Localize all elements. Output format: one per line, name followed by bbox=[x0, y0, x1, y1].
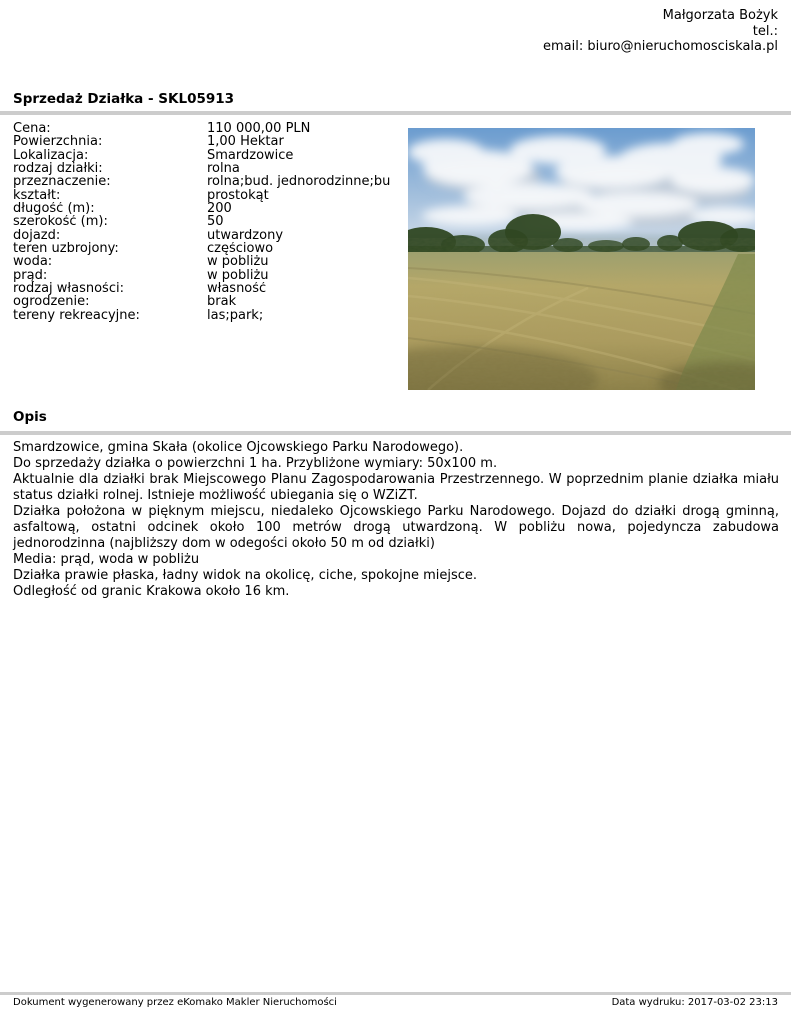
detail-label: szerokość (m): bbox=[13, 215, 108, 229]
detail-row-ownership bbox=[13, 282, 407, 295]
detail-label: dojazd: bbox=[13, 228, 61, 243]
footer-print-date: Data wydruku: 2017-03-02 23:13 bbox=[611, 997, 778, 1008]
detail-value: rolna;bud. jednorodzinne;bu bbox=[207, 175, 391, 189]
agent-contact-block bbox=[543, 8, 778, 55]
detail-value: rolna bbox=[207, 162, 240, 176]
details-table bbox=[13, 122, 407, 322]
detail-label: przeznaczenie: bbox=[13, 175, 111, 189]
agent-name: Małgorzata Bożyk bbox=[662, 8, 778, 23]
detail-value: 110 000,00 PLN bbox=[207, 122, 311, 136]
detail-label: Powierzchnia: bbox=[13, 135, 103, 149]
detail-row-recreation bbox=[13, 309, 407, 322]
detail-row-water bbox=[13, 255, 407, 268]
detail-row-access bbox=[13, 229, 407, 242]
title-divider bbox=[0, 111, 791, 115]
detail-value: brak bbox=[207, 295, 237, 309]
detail-value: 200 bbox=[207, 202, 232, 216]
detail-value: utwardzony bbox=[207, 228, 284, 243]
photo-clouds bbox=[408, 133, 755, 231]
detail-value: w pobliżu bbox=[207, 268, 269, 283]
detail-row-area bbox=[13, 135, 407, 148]
detail-label: kształt: bbox=[13, 188, 61, 203]
detail-value: Smardzowice bbox=[207, 148, 294, 163]
detail-label: Cena: bbox=[13, 122, 51, 136]
detail-row-purpose bbox=[13, 175, 407, 188]
footer bbox=[13, 997, 778, 1009]
detail-row-electricity bbox=[13, 269, 407, 282]
description-paragraph: Aktualnie dla działki brak Miejscowego Planu Zagospodarowania Przestrzennego. W poprzednim planie działka miału status działki rolnej. Istnieje możliwość ubiegania się o WZiZT. bbox=[13, 472, 779, 503]
detail-row-width bbox=[13, 215, 407, 228]
description-heading: Opis bbox=[13, 409, 47, 425]
detail-value: 50 bbox=[207, 215, 224, 229]
detail-row-shape bbox=[13, 189, 407, 202]
description-paragraph: Działka położona w pięknym miejscu, niedaleko Ojcowskiego Parku Narodowego. Dojazd do działki drogą gminną, asfaltową, ostatni odcinek około 100 metrów drogą utwardzoną. W pobliżu nowa, pojedyncza zabudowa jednorodzinna (najbliższy dom w odegości około 50 m od działki) bbox=[13, 504, 779, 551]
detail-row-location bbox=[13, 149, 407, 162]
description-paragraph: Do sprzedaży działka o powierzchni 1 ha. Przybliżone wymiary: 50x100 m. bbox=[13, 456, 498, 471]
detail-label: długość (m): bbox=[13, 202, 95, 216]
detail-value: prostokąt bbox=[207, 188, 269, 203]
description-body bbox=[13, 440, 779, 600]
detail-value: w pobliżu bbox=[207, 255, 269, 269]
detail-label: prąd: bbox=[13, 268, 48, 283]
footer-generator-note: Dokument wygenerowany przez eKomako Makler Nieruchomości bbox=[13, 997, 337, 1008]
detail-row-price bbox=[13, 122, 407, 135]
detail-value: własność bbox=[207, 282, 267, 296]
detail-label: teren uzbrojony: bbox=[13, 242, 119, 256]
detail-value: 1,00 Hektar bbox=[207, 135, 284, 149]
detail-value: częściowo bbox=[207, 242, 274, 256]
description-paragraph: Działka prawie płaska, ładny widok na okolicę, ciche, spokojne miejsce. bbox=[13, 568, 478, 583]
detail-label: rodzaj działki: bbox=[13, 162, 103, 176]
description-paragraph: Smardzowice, gmina Skała (okolice Ojcowskiego Parku Narodowego). bbox=[13, 440, 464, 455]
detail-label: woda: bbox=[13, 255, 53, 269]
detail-row-plot-type bbox=[13, 162, 407, 175]
detail-row-fence bbox=[13, 295, 407, 308]
detail-label: tereny rekreacyjne: bbox=[13, 308, 140, 323]
description-paragraph: Odległość od granic Krakowa około 16 km. bbox=[13, 584, 290, 599]
detail-value: las;park; bbox=[207, 308, 264, 323]
detail-label: ogrodzenie: bbox=[13, 295, 90, 309]
detail-row-utilities bbox=[13, 242, 407, 255]
description-paragraph: Media: prąd, woda w pobliżu bbox=[13, 552, 200, 567]
photo-field bbox=[408, 252, 755, 390]
description-divider bbox=[0, 431, 791, 435]
agent-phone: tel.: bbox=[752, 23, 778, 39]
detail-label: rodzaj własności: bbox=[13, 282, 124, 296]
agent-email: email: biuro@nieruchomosciskala.pl bbox=[542, 39, 778, 54]
property-photo bbox=[408, 128, 755, 390]
listing-title: Sprzedaż Działka - SKL05913 bbox=[13, 91, 235, 107]
detail-label: Lokalizacja: bbox=[13, 148, 89, 163]
detail-row-length bbox=[13, 202, 407, 215]
footer-divider bbox=[0, 992, 791, 995]
